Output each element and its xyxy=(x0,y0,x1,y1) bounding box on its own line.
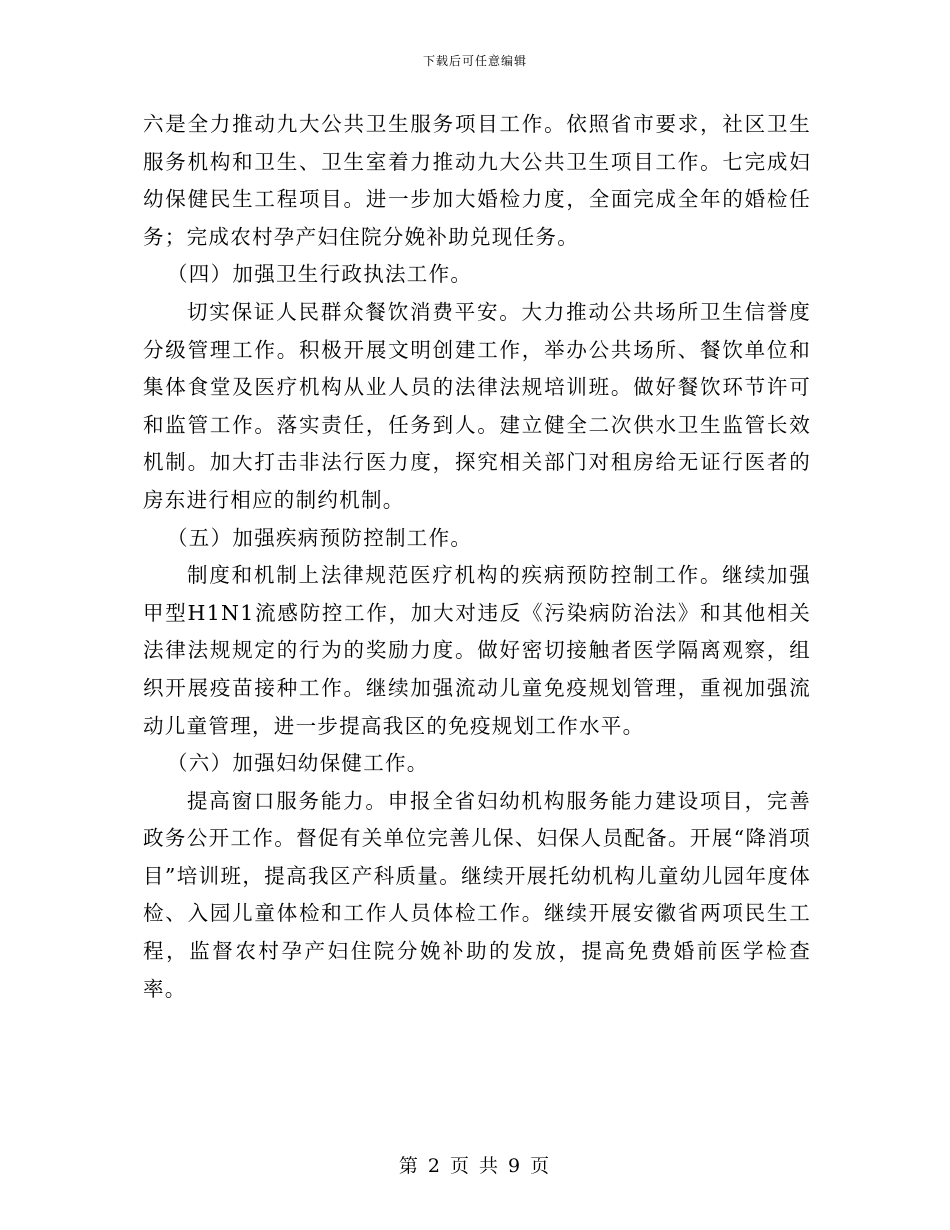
paragraph-law-enforcement: 切实保证人民群众餐饮消费平安。大力推动公共场所卫生信誉度分级管理工作。积极开展文明创建工作，举办公共场所、餐饮单位和集体食堂及医疗机构从业人员的法律法规培训班。做好餐饮环节许可和监管工作。落实责任，任务到人。建立健全二次供水卫生监管长效机制。加大打击非法行医力度，探究相关部门对租房给无证行医者的房东进行相应的制约机制。 xyxy=(143,299,811,512)
header-note: 下载后可任意编辑 xyxy=(422,54,527,68)
section-heading-maternal-child-health: （六）加强妇幼保健工作。 xyxy=(167,751,429,776)
document-body xyxy=(143,106,811,1008)
paragraph-public-health-projects: 六是全力推动九大公共卫生服务项目工作。依照省市要求，社区卫生服务机构和卫生、卫生室着力推动九大公共卫生项目工作。七完成妇幼保健民生工程项目。进一步加大婚检力度，全面完成全年的婚检任务；完成农村孕产妇住院分娩补助兑现任务。 xyxy=(143,112,811,249)
paragraph-maternal-child-health: 提高窗口服务能力。申报全省妇幼机构服务能力建设项目，完善政务公开工作。督促有关单位完善儿保、妇保人员配备。开展“降消项目”培训班，提高我区产科质量。继续开展托幼机构儿童幼儿园年度体检、入园儿童体检和工作人员体检工作。继续开展安徽省两项民生工程，监督农村孕产妇住院分娩补助的发放，提高免费婚前医学检查率。 xyxy=(143,788,811,1001)
page-number: 第 2 页 共 9 页 xyxy=(398,1155,552,1177)
section-heading-disease-control: （五）加强疾病预防控制工作。 xyxy=(167,525,473,550)
section-heading-law-enforcement: （四）加强卫生行政执法工作。 xyxy=(167,262,473,287)
paragraph-disease-control: 制度和机制上法律规范医疗机构的疾病预防控制工作。继续加强甲型H1N1流感防控工作，加大对违反《污染病防治法》和其他相关法律法规规定的行为的奖励力度。做好密切接触者医学隔离观察，组织开展疫苗接种工作。继续加强流动儿童免疫规划管理，重视加强流动儿童管理，进一步提高我区的免疫规划工作水平。 xyxy=(143,563,811,738)
